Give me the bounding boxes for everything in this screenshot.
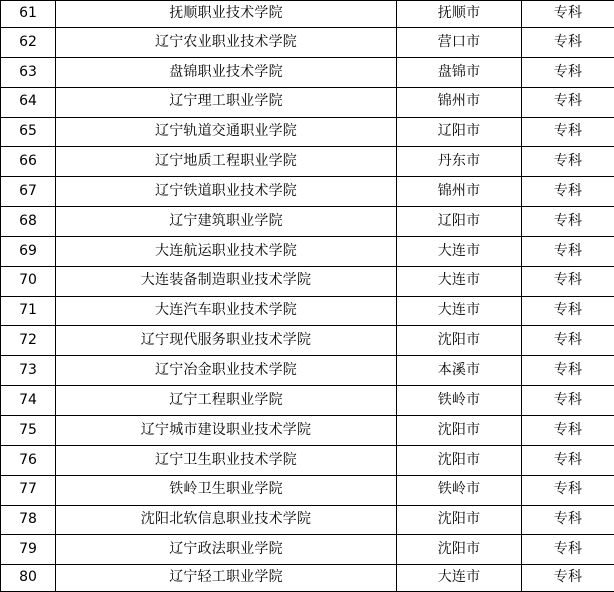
- cell-city: 盘锦市: [397, 57, 522, 87]
- table-row: [1, 565, 614, 592]
- cell-city: 辽阳市: [397, 207, 522, 237]
- cell-level: 专科: [522, 1, 614, 28]
- cell-index: 73: [1, 356, 56, 386]
- cell-level: 专科: [522, 505, 614, 535]
- cell-city: 铁岭市: [397, 386, 522, 416]
- cell-school-name: 辽宁冶金职业技术学院: [56, 356, 397, 386]
- cell-index: 62: [1, 28, 56, 58]
- cell-city: 大连市: [397, 236, 522, 266]
- cell-city: 锦州市: [397, 177, 522, 207]
- cell-index: 77: [1, 475, 56, 505]
- cell-level: 专科: [522, 177, 614, 207]
- cell-school-name: 铁岭卫生职业学院: [56, 475, 397, 505]
- table-row: [1, 326, 614, 356]
- cell-index: 72: [1, 326, 56, 356]
- cell-school-name: 大连装备制造职业技术学院: [56, 266, 397, 296]
- cell-level: 专科: [522, 266, 614, 296]
- table-row: [1, 475, 614, 505]
- cell-index: 63: [1, 57, 56, 87]
- cell-school-name: 辽宁政法职业学院: [56, 535, 397, 565]
- cell-index: 80: [1, 565, 56, 592]
- cell-level: 专科: [522, 57, 614, 87]
- cell-school-name: 大连汽车职业技术学院: [56, 296, 397, 326]
- table-row: [1, 57, 614, 87]
- cell-level: 专科: [522, 445, 614, 475]
- cell-school-name: 辽宁地质工程职业学院: [56, 147, 397, 177]
- cell-level: 专科: [522, 475, 614, 505]
- table-row: [1, 117, 614, 147]
- table-row: [1, 296, 614, 326]
- cell-index: 68: [1, 207, 56, 237]
- cell-city: 本溪市: [397, 356, 522, 386]
- cell-city: 丹东市: [397, 147, 522, 177]
- table-row: [1, 236, 614, 266]
- cell-school-name: 抚顺职业技术学院: [56, 1, 397, 28]
- table-row: [1, 356, 614, 386]
- table-row: [1, 1, 614, 28]
- cell-index: 65: [1, 117, 56, 147]
- cell-school-name: 辽宁卫生职业技术学院: [56, 445, 397, 475]
- table-row: [1, 207, 614, 237]
- cell-index: 78: [1, 505, 56, 535]
- cell-city: 沈阳市: [397, 326, 522, 356]
- cell-city: 营口市: [397, 28, 522, 58]
- cell-index: 74: [1, 386, 56, 416]
- cell-school-name: 辽宁城市建设职业技术学院: [56, 415, 397, 445]
- cell-level: 专科: [522, 87, 614, 117]
- cell-index: 71: [1, 296, 56, 326]
- table-body: [1, 1, 614, 592]
- cell-index: 67: [1, 177, 56, 207]
- cell-school-name: 辽宁铁道职业技术学院: [56, 177, 397, 207]
- cell-level: 专科: [522, 535, 614, 565]
- cell-index: 79: [1, 535, 56, 565]
- table-row: [1, 28, 614, 58]
- table-row: [1, 386, 614, 416]
- cell-level: 专科: [522, 296, 614, 326]
- table-row: [1, 505, 614, 535]
- cell-level: 专科: [522, 147, 614, 177]
- cell-city: 大连市: [397, 296, 522, 326]
- cell-school-name: 辽宁农业职业技术学院: [56, 28, 397, 58]
- cell-city: 大连市: [397, 266, 522, 296]
- cell-school-name: 盘锦职业技术学院: [56, 57, 397, 87]
- cell-school-name: 辽宁轨道交通职业学院: [56, 117, 397, 147]
- cell-level: 专科: [522, 565, 614, 592]
- cell-level: 专科: [522, 236, 614, 266]
- cell-school-name: 辽宁建筑职业学院: [56, 207, 397, 237]
- cell-level: 专科: [522, 356, 614, 386]
- table-row: [1, 147, 614, 177]
- cell-level: 专科: [522, 386, 614, 416]
- table-row: [1, 266, 614, 296]
- cell-city: 沈阳市: [397, 505, 522, 535]
- table-row: [1, 535, 614, 565]
- cell-city: 大连市: [397, 565, 522, 592]
- cell-school-name: 辽宁现代服务职业技术学院: [56, 326, 397, 356]
- cell-index: 75: [1, 415, 56, 445]
- cell-city: 锦州市: [397, 87, 522, 117]
- cell-index: 69: [1, 236, 56, 266]
- cell-city: 沈阳市: [397, 415, 522, 445]
- cell-city: 铁岭市: [397, 475, 522, 505]
- cell-school-name: 大连航运职业技术学院: [56, 236, 397, 266]
- cell-index: 64: [1, 87, 56, 117]
- cell-index: 76: [1, 445, 56, 475]
- cell-index: 61: [1, 1, 56, 28]
- cell-level: 专科: [522, 28, 614, 58]
- cell-level: 专科: [522, 415, 614, 445]
- cell-city: 辽阳市: [397, 117, 522, 147]
- cell-level: 专科: [522, 207, 614, 237]
- cell-city: 抚顺市: [397, 1, 522, 28]
- table-row: [1, 445, 614, 475]
- cell-city: 沈阳市: [397, 535, 522, 565]
- cell-school-name: 辽宁工程职业学院: [56, 386, 397, 416]
- cell-school-name: 辽宁理工职业学院: [56, 87, 397, 117]
- cell-school-name: 辽宁轻工职业学院: [56, 565, 397, 592]
- cell-level: 专科: [522, 117, 614, 147]
- cell-school-name: 沈阳北软信息职业技术学院: [56, 505, 397, 535]
- cell-index: 70: [1, 266, 56, 296]
- table-row: [1, 177, 614, 207]
- cell-level: 专科: [522, 326, 614, 356]
- cell-city: 沈阳市: [397, 445, 522, 475]
- cell-index: 66: [1, 147, 56, 177]
- table-row: [1, 415, 614, 445]
- table-row: [1, 87, 614, 117]
